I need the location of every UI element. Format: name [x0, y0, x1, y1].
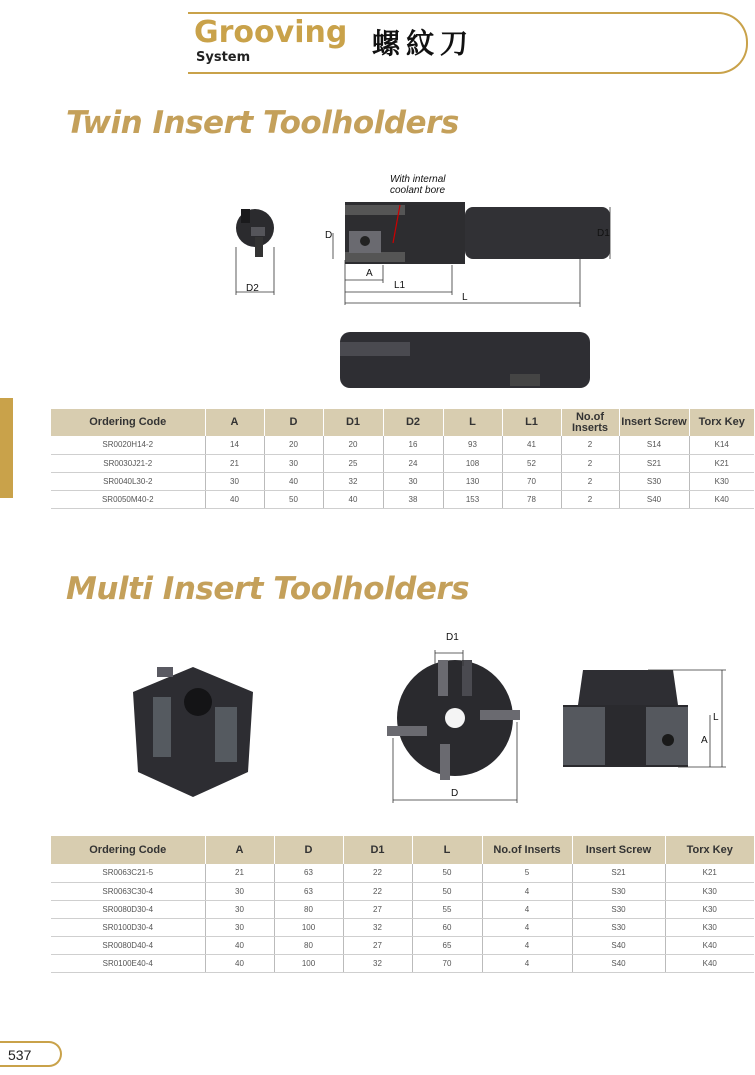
column-header: No.of Inserts — [482, 836, 572, 864]
column-header: D2 — [383, 409, 443, 436]
table-cell: 50 — [412, 882, 482, 900]
table-cell: 30 — [205, 882, 274, 900]
column-header: D1 — [343, 836, 412, 864]
table-cell: 32 — [343, 954, 412, 972]
twin-section-title: Twin Insert Toolholders — [66, 105, 459, 141]
table-cell: S30 — [619, 472, 689, 490]
table-cell: 20 — [264, 436, 323, 454]
page-number: 537 — [0, 1041, 62, 1067]
header-title-cjk: 螺紋刀 — [372, 27, 475, 60]
table-cell: S30 — [572, 882, 665, 900]
brand-subtitle: System — [196, 50, 251, 65]
column-header: L — [412, 836, 482, 864]
table-cell: 4 — [482, 900, 572, 918]
ordering-code-cell: SR0050M40-2 — [51, 490, 205, 508]
table-cell: 55 — [412, 900, 482, 918]
twin-spec-table — [51, 409, 754, 509]
table-header-row — [51, 836, 754, 864]
column-header: D1 — [323, 409, 383, 436]
ordering-code-cell: SR0080D40-4 — [51, 936, 205, 954]
multi-face-view-drawing — [385, 638, 520, 808]
table-cell: 40 — [323, 490, 383, 508]
column-header: L1 — [502, 409, 561, 436]
ordering-code-cell: SR0040L30-2 — [51, 472, 205, 490]
table-cell: 4 — [482, 954, 572, 972]
table-cell: 4 — [482, 918, 572, 936]
table-cell: 30 — [205, 472, 264, 490]
table-cell: 2 — [561, 490, 619, 508]
table-cell: S14 — [619, 436, 689, 454]
table-cell: 50 — [412, 864, 482, 882]
table-cell: 63 — [274, 882, 343, 900]
table-cell: 32 — [323, 472, 383, 490]
dim-label-d: D — [325, 230, 333, 241]
table-cell: 30 — [383, 472, 443, 490]
ordering-code-cell: SR0080D30-4 — [51, 900, 205, 918]
table-cell: 130 — [443, 472, 502, 490]
table-row — [51, 918, 754, 936]
table-cell: S21 — [572, 864, 665, 882]
table-cell: 40 — [205, 954, 274, 972]
dim-label-l1: L1 — [394, 280, 406, 291]
table-cell: S40 — [619, 490, 689, 508]
table-cell: S30 — [572, 918, 665, 936]
dim-label-d1: D1 — [597, 228, 610, 239]
ordering-code-cell: SR0063C30-4 — [51, 882, 205, 900]
column-header: L — [443, 409, 502, 436]
table-cell: 30 — [264, 454, 323, 472]
table-header-row — [51, 409, 754, 436]
table-cell: K30 — [665, 882, 754, 900]
table-cell: K21 — [689, 454, 754, 472]
ordering-code-cell: SR0100E40-4 — [51, 954, 205, 972]
table-row — [51, 900, 754, 918]
table-row — [51, 490, 754, 508]
table-cell: 32 — [343, 918, 412, 936]
twin-holder-photo — [340, 330, 590, 390]
table-cell: 40 — [205, 936, 274, 954]
table-cell: K21 — [665, 864, 754, 882]
table-row — [51, 436, 754, 454]
column-header: D — [264, 409, 323, 436]
table-cell: 21 — [205, 864, 274, 882]
table-cell: 60 — [412, 918, 482, 936]
table-cell: 20 — [323, 436, 383, 454]
table-cell: K30 — [665, 918, 754, 936]
table-cell: 80 — [274, 900, 343, 918]
table-cell: 27 — [343, 900, 412, 918]
table-cell: 14 — [205, 436, 264, 454]
table-cell: 22 — [343, 864, 412, 882]
dim-label-a: A — [366, 268, 373, 279]
table-cell: 22 — [343, 882, 412, 900]
table-cell: 25 — [323, 454, 383, 472]
table-cell: 93 — [443, 436, 502, 454]
multi-side-view-drawing — [558, 665, 728, 775]
table-row — [51, 864, 754, 882]
table-cell: 21 — [205, 454, 264, 472]
table-cell: 108 — [443, 454, 502, 472]
table-cell: 16 — [383, 436, 443, 454]
multi-section-title: Multi Insert Toolholders — [66, 571, 470, 607]
table-cell: 100 — [274, 954, 343, 972]
twin-side-view-drawing — [325, 195, 615, 310]
table-cell: 70 — [502, 472, 561, 490]
table-cell: K14 — [689, 436, 754, 454]
table-cell: 5 — [482, 864, 572, 882]
column-header: A — [205, 409, 264, 436]
table-cell: K40 — [689, 490, 754, 508]
table-cell: 2 — [561, 436, 619, 454]
table-row — [51, 472, 754, 490]
table-cell: 63 — [274, 864, 343, 882]
table-cell: 24 — [383, 454, 443, 472]
table-cell: K40 — [665, 936, 754, 954]
ordering-code-cell: SR0100D30-4 — [51, 918, 205, 936]
table-row — [51, 454, 754, 472]
table-cell: S40 — [572, 954, 665, 972]
table-row — [51, 936, 754, 954]
column-header: Torx Key — [689, 409, 754, 436]
table-cell: S21 — [619, 454, 689, 472]
table-cell: 38 — [383, 490, 443, 508]
coolant-callout: With internal coolant bore — [390, 174, 446, 196]
table-cell: 30 — [205, 900, 274, 918]
table-cell: 40 — [205, 490, 264, 508]
table-row — [51, 954, 754, 972]
ordering-code-cell: SR0020H14-2 — [51, 436, 205, 454]
table-cell: 27 — [343, 936, 412, 954]
table-cell: 4 — [482, 882, 572, 900]
table-cell: 78 — [502, 490, 561, 508]
table-cell: 40 — [264, 472, 323, 490]
column-header: A — [205, 836, 274, 864]
column-header: No.of Inserts — [561, 409, 619, 436]
table-cell: 100 — [274, 918, 343, 936]
dim-label-l: L — [462, 292, 468, 303]
multi-holder-photo-iso — [123, 662, 258, 802]
table-cell: 30 — [205, 918, 274, 936]
column-header: Torx Key — [665, 836, 754, 864]
table-cell: S40 — [572, 936, 665, 954]
table-cell: 80 — [274, 936, 343, 954]
table-cell: 153 — [443, 490, 502, 508]
table-cell: 2 — [561, 472, 619, 490]
ordering-code-cell: SR0063C21-5 — [51, 864, 205, 882]
dim-label-l: L — [713, 712, 719, 723]
table-cell: 50 — [264, 490, 323, 508]
dim-label-d2: D2 — [246, 283, 259, 294]
table-cell: 41 — [502, 436, 561, 454]
column-header: Insert Screw — [619, 409, 689, 436]
table-cell: 2 — [561, 454, 619, 472]
column-header: Ordering Code — [51, 836, 205, 864]
table-cell: S30 — [572, 900, 665, 918]
multi-spec-table — [51, 836, 754, 973]
table-cell: 65 — [412, 936, 482, 954]
brand-logo: Grooving — [194, 15, 348, 50]
column-header: D — [274, 836, 343, 864]
table-cell: 52 — [502, 454, 561, 472]
table-cell: K30 — [689, 472, 754, 490]
dim-label-d: D — [451, 788, 459, 799]
table-cell: K30 — [665, 900, 754, 918]
column-header: Insert Screw — [572, 836, 665, 864]
ordering-code-cell: SR0030J21-2 — [51, 454, 205, 472]
side-tab-marker — [0, 398, 13, 498]
table-row — [51, 882, 754, 900]
table-cell: 4 — [482, 936, 572, 954]
table-cell: K40 — [665, 954, 754, 972]
dim-label-a: A — [701, 735, 708, 746]
table-cell: 70 — [412, 954, 482, 972]
dim-label-d1: D1 — [446, 632, 459, 643]
column-header: Ordering Code — [51, 409, 205, 436]
